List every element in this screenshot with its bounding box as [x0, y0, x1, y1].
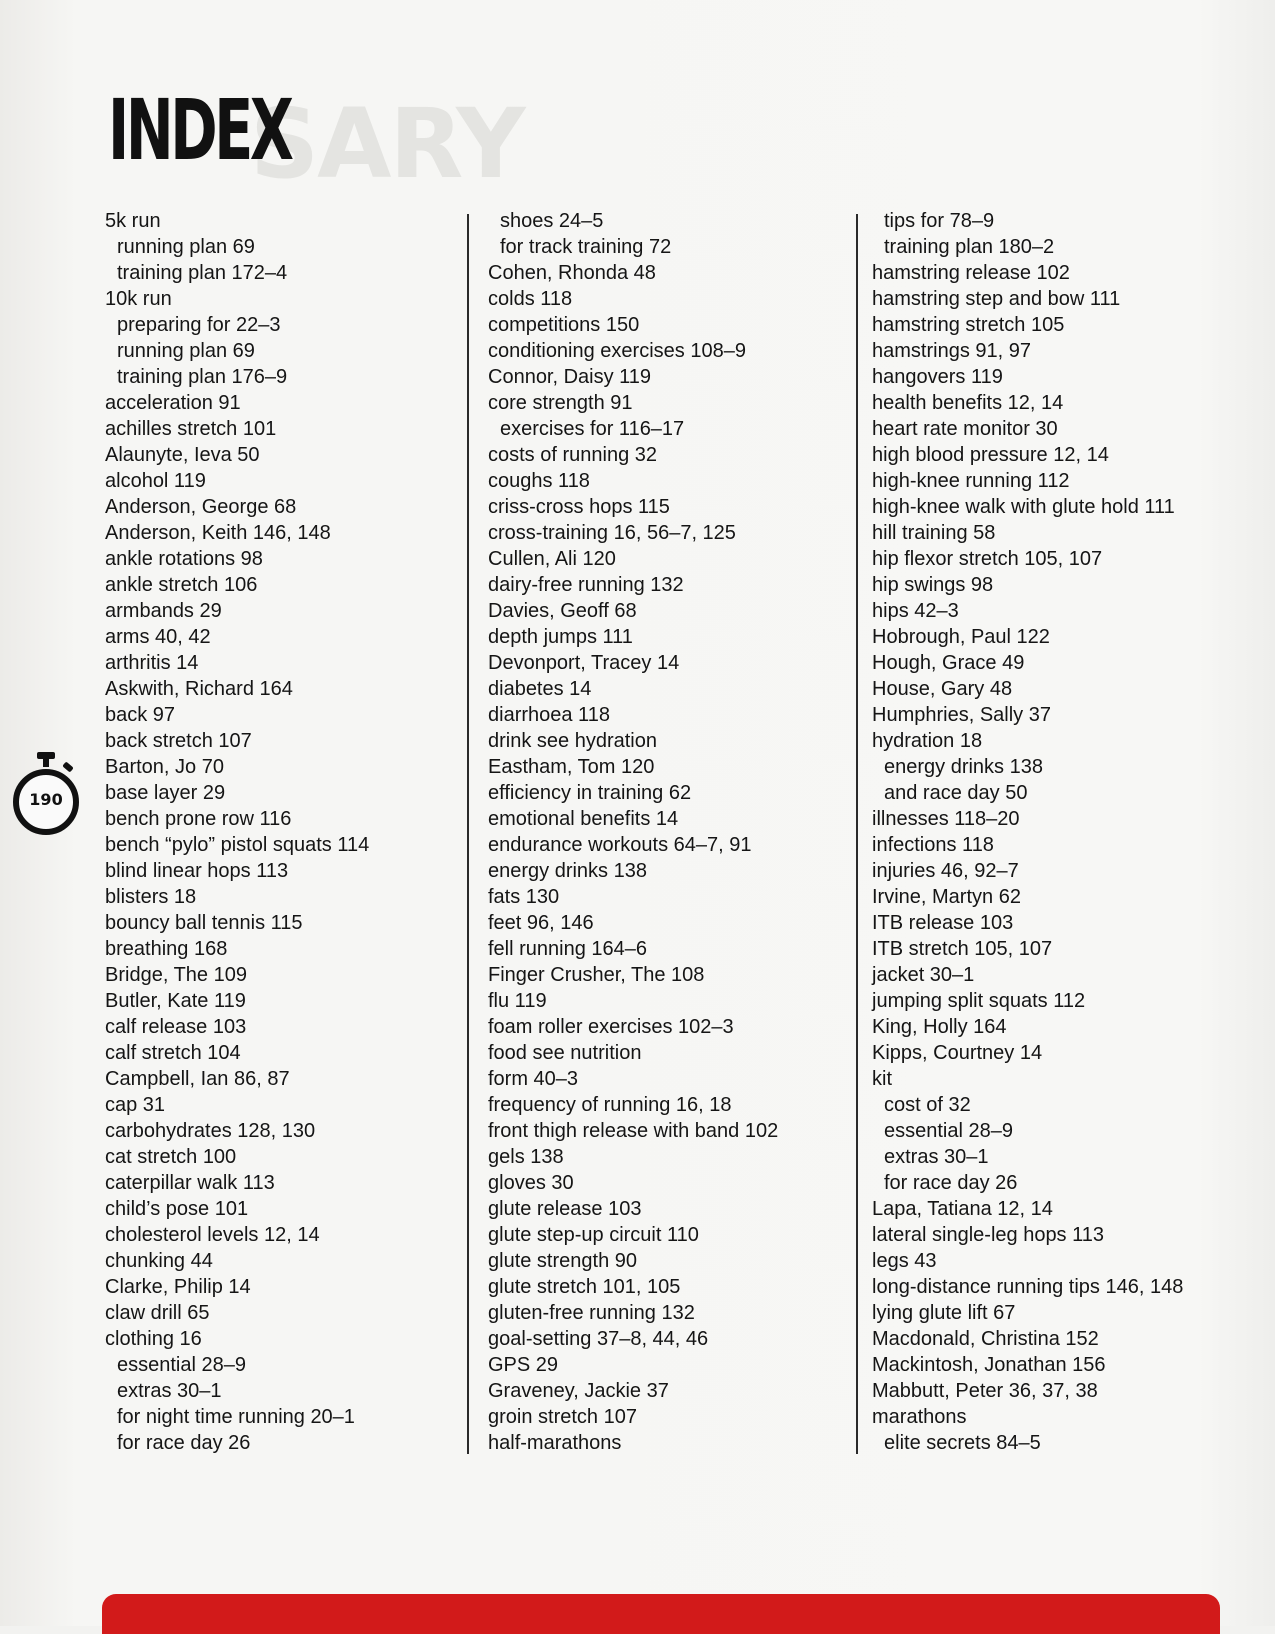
index-entry: emotional benefits 14	[488, 808, 679, 830]
index-entry: claw drill 65	[105, 1302, 210, 1324]
index-entry: Connor, Daisy 119	[488, 366, 652, 388]
index-entry: marathons	[872, 1406, 967, 1428]
index-entry: acceleration 91	[105, 392, 241, 414]
index-subentry: training plan 180–2	[884, 236, 1055, 258]
index-entry: chunking 44	[105, 1250, 213, 1272]
index-entry: bouncy ball tennis 115	[105, 912, 303, 934]
index-entry: Anderson, Keith 146, 148	[105, 522, 331, 544]
index-entry: alcohol 119	[105, 470, 206, 492]
index-entry: hips 42–3	[872, 600, 959, 622]
index-entry: long-distance running tips 146, 148	[872, 1276, 1184, 1298]
index-entry: blind linear hops 113	[105, 860, 289, 882]
index-entry: Cohen, Rhonda 48	[488, 262, 656, 284]
index-entry: jacket 30–1	[872, 964, 975, 986]
index-entry: core strength 91	[488, 392, 633, 414]
index-entry: legs 43	[872, 1250, 937, 1272]
index-entry: GPS 29	[488, 1354, 559, 1376]
index-entry: hamstring step and bow 111	[872, 288, 1121, 310]
index-entry: high-knee running 112	[872, 470, 1070, 492]
index-subentry: for track training 72	[500, 236, 672, 258]
index-entry: King, Holly 164	[872, 1016, 1007, 1038]
index-entry: form 40–3	[488, 1068, 579, 1090]
index-entry: diarrhoea 118	[488, 704, 610, 726]
index-entry: energy drinks 138	[488, 860, 647, 882]
index-entry: jumping split squats 112	[872, 990, 1086, 1012]
index-entry: Clarke, Philip 14	[105, 1276, 251, 1298]
index-entry: criss-cross hops 115	[488, 496, 670, 518]
index-subentry: shoes 24–5	[500, 210, 604, 232]
index-entry: injuries 46, 92–7	[872, 860, 1019, 882]
index-entry: food see nutrition	[488, 1042, 642, 1064]
index-entry: child’s pose 101	[105, 1198, 249, 1220]
index-entry: gluten-free running 132	[488, 1302, 695, 1324]
index-entry: hip swings 98	[872, 574, 994, 596]
index-entry: gloves 30	[488, 1172, 574, 1194]
index-entry: Butler, Kate 119	[105, 990, 246, 1012]
index-entry: Campbell, Ian 86, 87	[105, 1068, 290, 1090]
index-subentry: tips for 78–9	[884, 210, 995, 232]
index-entry: health benefits 12, 14	[872, 392, 1064, 414]
index-entry: back stretch 107	[105, 730, 252, 752]
index-entry: glute stretch 101, 105	[488, 1276, 681, 1298]
index-entry: Finger Crusher, The 108	[488, 964, 705, 986]
index-entry: calf stretch 104	[105, 1042, 241, 1064]
index-entry: cap 31	[105, 1094, 166, 1116]
index-entry: Askwith, Richard 164	[105, 678, 293, 700]
index-subentry: exercises for 116–17	[500, 418, 685, 440]
index-subentry: essential 28–9	[884, 1120, 1013, 1142]
index-entry: costs of running 32	[488, 444, 657, 466]
index-entry: lateral single-leg hops 113	[872, 1224, 1105, 1246]
index-entry: ankle rotations 98	[105, 548, 263, 570]
index-entry: hill training 58	[872, 522, 996, 544]
index-entry: conditioning exercises 108–9	[488, 340, 746, 362]
index-subentry: energy drinks 138	[884, 756, 1043, 778]
index-entry: frequency of running 16, 18	[488, 1094, 732, 1116]
index-entry: clothing 16	[105, 1328, 202, 1350]
index-entry: arthritis 14	[105, 652, 199, 674]
index-entry: colds 118	[488, 288, 573, 310]
index-entry: Bridge, The 109	[105, 964, 247, 986]
index-column-1	[105, 208, 369, 1456]
index-entry: diabetes 14	[488, 678, 592, 700]
index-entry: gels 138	[488, 1146, 564, 1168]
index-entry: groin stretch 107	[488, 1406, 637, 1428]
index-entry: Alaunyte, Ieva 50	[105, 444, 260, 466]
index-entry: Irvine, Martyn 62	[872, 886, 1021, 908]
footer-bar	[102, 1594, 1220, 1634]
index-entry: ankle stretch 106	[105, 574, 258, 596]
index-entry: ITB stretch 105, 107	[872, 938, 1053, 960]
index-subentry: for race day 26	[884, 1172, 1018, 1194]
index-column-2	[488, 208, 778, 1456]
index-entry: Barton, Jo 70	[105, 756, 224, 778]
index-entry: hangovers 119	[872, 366, 1003, 388]
index-entry: high blood pressure 12, 14	[872, 444, 1109, 466]
index-entry: cross-training 16, 56–7, 125	[488, 522, 736, 544]
index-entry: breathing 168	[105, 938, 228, 960]
index-entry: glute release 103	[488, 1198, 642, 1220]
index-entry: efficiency in training 62	[488, 782, 692, 804]
index-entry: hamstring stretch 105	[872, 314, 1065, 336]
index-entry: high-knee walk with glute hold 111	[872, 496, 1175, 518]
index-entry: caterpillar walk 113	[105, 1172, 275, 1194]
index-entry: infections 118	[872, 834, 994, 856]
index-entry: cholesterol levels 12, 14	[105, 1224, 320, 1246]
index-entry: front thigh release with band 102	[488, 1120, 779, 1142]
index-entry: arms 40, 42	[105, 626, 211, 648]
index-entry: base layer 29	[105, 782, 226, 804]
index-entry: glute strength 90	[488, 1250, 637, 1272]
index-entry: foam roller exercises 102–3	[488, 1016, 734, 1038]
index-entry: House, Gary 48	[872, 678, 1013, 700]
index-subentry: training plan 172–4	[117, 262, 288, 284]
index-entry: glute step-up circuit 110	[488, 1224, 699, 1246]
index-subentry: cost of 32	[884, 1094, 971, 1116]
index-entry: fell running 164–6	[488, 938, 648, 960]
index-entry: Cullen, Ali 120	[488, 548, 616, 570]
index-entry: dairy-free running 132	[488, 574, 684, 596]
index-entry: Kipps, Courtney 14	[872, 1042, 1043, 1064]
index-entry: Humphries, Sally 37	[872, 704, 1051, 726]
index-entry: half-marathons	[488, 1432, 622, 1454]
index-entry: 5k run	[105, 210, 161, 232]
index-subentry: extras 30–1	[117, 1380, 222, 1402]
index-entry: hamstrings 91, 97	[872, 340, 1031, 362]
index-entry: Mabbutt, Peter 36, 37, 38	[872, 1380, 1098, 1402]
index-entry: endurance workouts 64–7, 91	[488, 834, 752, 856]
column-divider	[467, 214, 469, 1454]
index-entry: Eastham, Tom 120	[488, 756, 655, 778]
index-entry: drink see hydration	[488, 730, 657, 752]
index-entry: Devonport, Tracey 14	[488, 652, 680, 674]
index-entry: depth jumps 111	[488, 626, 633, 648]
index-entry: cat stretch 100	[105, 1146, 237, 1168]
index-entry: carbohydrates 128, 130	[105, 1120, 316, 1142]
index-entry: Lapa, Tatiana 12, 14	[872, 1198, 1053, 1220]
index-subentry: for night time running 20–1	[117, 1406, 355, 1428]
index-entry: hip flexor stretch 105, 107	[872, 548, 1103, 570]
index-entry: back 97	[105, 704, 176, 726]
index-entry: feet 96, 146	[488, 912, 594, 934]
index-entry: Hough, Grace 49	[872, 652, 1025, 674]
page-title: INDEX	[108, 81, 291, 179]
index-entry: Graveney, Jackie 37	[488, 1380, 669, 1402]
index-entry: bench “pylo” pistol squats 114	[105, 834, 370, 856]
index-subentry: elite secrets 84–5	[884, 1432, 1041, 1454]
page-number: 190	[29, 790, 63, 809]
index-entry: Macdonald, Christina 152	[872, 1328, 1099, 1350]
index-entry: achilles stretch 101	[105, 418, 277, 440]
index-subentry: essential 28–9	[117, 1354, 246, 1376]
index-entry: illnesses 118–20	[872, 808, 1020, 830]
index-entry: coughs 118	[488, 470, 590, 492]
index-subentry: running plan 69	[117, 236, 255, 258]
index-entry: fats 130	[488, 886, 560, 908]
index-entry: lying glute lift 67	[872, 1302, 1016, 1324]
index-subentry: and race day 50	[884, 782, 1028, 804]
index-entry: ITB release 103	[872, 912, 1014, 934]
index-entry: bench prone row 116	[105, 808, 292, 830]
index-entry: armbands 29	[105, 600, 222, 622]
index-entry: competitions 150	[488, 314, 640, 336]
index-entry: 10k run	[105, 288, 172, 310]
index-entry: blisters 18	[105, 886, 197, 908]
index-entry: goal-setting 37–8, 44, 46	[488, 1328, 709, 1350]
index-entry: Hobrough, Paul 122	[872, 626, 1050, 648]
column-divider	[856, 214, 858, 1454]
index-entry: Davies, Geoff 68	[488, 600, 637, 622]
index-subentry: for race day 26	[117, 1432, 251, 1454]
index-entry: hydration 18	[872, 730, 983, 752]
show-through-heading: SARY	[250, 88, 524, 200]
index-entry: flu 119	[488, 990, 547, 1012]
index-subentry: extras 30–1	[884, 1146, 989, 1168]
index-subentry: preparing for 22–3	[117, 314, 281, 336]
index-subentry: training plan 176–9	[117, 366, 288, 388]
index-entry: Anderson, George 68	[105, 496, 297, 518]
index-entry: kit	[872, 1068, 892, 1090]
index-column-3	[872, 208, 1183, 1456]
index-subentry: running plan 69	[117, 340, 255, 362]
index-entry: heart rate monitor 30	[872, 418, 1058, 440]
index-entry: calf release 103	[105, 1016, 247, 1038]
index-entry: hamstring release 102	[872, 262, 1070, 284]
index-entry: Mackintosh, Jonathan 156	[872, 1354, 1106, 1376]
